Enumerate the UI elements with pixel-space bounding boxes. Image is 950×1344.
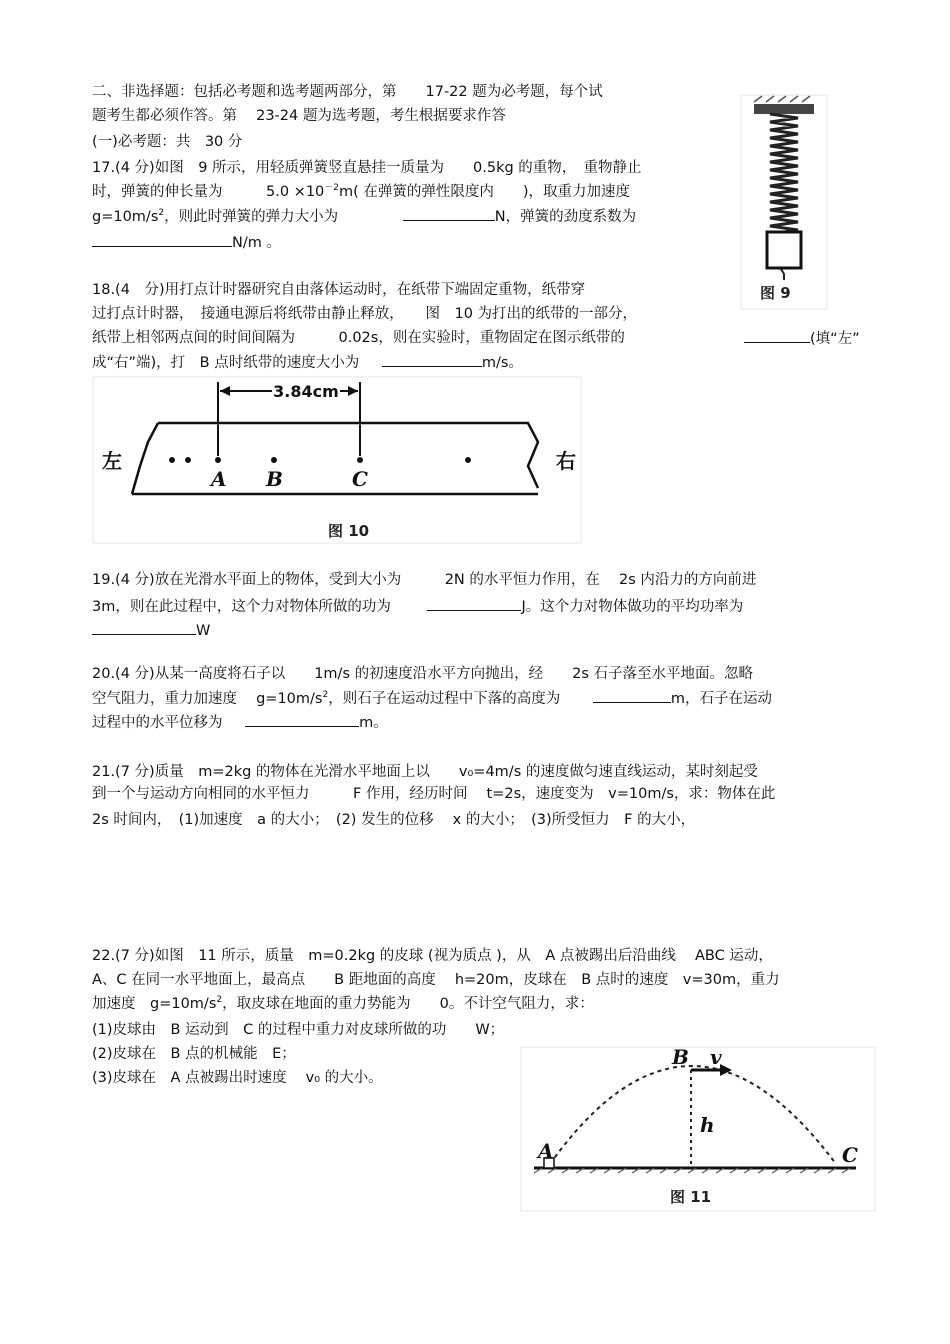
q21-line1: 21.(7 分)质量 m=2kg 的物体在光滑水平地面上以 v₀=4m/s 的速度做匀速直线运动，某时刻起受 [92,764,758,780]
figure-10-point-b: B [266,467,283,491]
figure-10-dot [465,457,471,463]
q17-exponent: －2 [324,183,340,194]
q22-item-1: (1)皮球由 B 运动到 C 的过程中重力对皮球所做的功 W； [92,1022,505,1038]
q22-text: ，取皮球在地面的重力势能为 0。不计空气阻力，求： [222,996,594,1012]
q20-answer-blank-1[interactable] [593,688,671,703]
q20-exponent: 2 [322,690,329,701]
q17-line4 [92,232,281,253]
figure-11-height-label: h [700,1113,715,1137]
q20-line1: 20.(4 分)从某一高度将石子以 1m/s 的初速度沿水平方向抛出，经 2s 石子落至水平地面。忽略 [92,666,753,682]
figure-10-frame [93,377,581,543]
figure-9-ceiling [754,104,814,114]
q22-text: 加速度 g=10m/s [92,996,217,1012]
q17-line2 [92,182,630,202]
q19-answer-blank-2[interactable] [92,620,196,635]
q18-text: (填“左” [810,331,860,347]
figure-10-point-a: A [211,467,227,491]
q17-text: m( 在弹簧的弹性限度内 )，取重力加速度 [339,184,631,200]
q17-text: g=10m/s [92,209,159,225]
q21-line3: 2s 时间内， (1)加速度 a 的大小； (2) 发生的位移 x 的大小； (3)所受恒力 F 的大小， [92,812,696,828]
q17-text: N，弹簧的劲度系数为 [494,209,637,225]
figure-9-spring [740,94,828,310]
figure-11-label: 图 11 [670,1188,712,1206]
figure-11-point-b: B [672,1046,689,1069]
section-subheader: (一)必考题：共 30 分 [92,134,243,150]
q17-text: ，则此时弹簧的弹力大小为 [164,209,339,225]
q19-text: W [196,623,211,639]
figure-10-dot [169,457,175,463]
q18-answer-blank-2[interactable] [382,352,482,367]
section-header-line2: 题考生都必须作答。第 23-24 题为选考题，考生根据要求作答 [92,108,506,124]
figure-10-arrowhead-left [220,386,230,396]
figure-10-dot-a [215,457,221,463]
q18-line3: 纸带上相邻两点间的时间间隔为 0.02s，则在实验时，重物固定在图示纸带的 [92,330,625,346]
figure-10-arrowhead-right [348,386,358,396]
q20-answer-blank-2[interactable] [245,712,359,727]
q17-line1: 17.(4 分)如图 9 所示，用轻质弹簧竖直悬挂一质量为 0.5kg 的重物， 重物静止 [92,160,642,176]
q20-text: m，石子在运动 [670,691,772,707]
q19-line2 [92,596,743,617]
q17-answer-blank-1[interactable] [403,206,495,221]
q19-text: J。这个力对物体做功的平均功率为 [521,599,744,615]
q17-text: N/m 。 [232,235,281,251]
figure-10-paper-tape [92,376,582,544]
q22-line3 [92,994,594,1014]
figure-10-dot [185,457,191,463]
q20-text: 空气阻力，重力加速度 g=10m/s [92,691,323,707]
q22-line2: A、C 在同一水平地面上，最高点 B 距地面的高度 h=20m，皮球在 B 点时的速度 v=30m，重力 [92,972,780,988]
q20-text: m。 [359,715,388,731]
figure-11-point-a: A [538,1139,554,1163]
figure-11-frame [521,1047,875,1211]
q20-text: ，则石子在运动过程中下落的高度为 [328,691,561,707]
q22-line1: 22.(7 分)如图 11 所示，质量 m=0.2kg 的皮球 (视为质点 )，从 A 点被踢出后沿曲线 ABC 运动， [92,948,773,964]
q20-line2 [92,688,772,709]
figure-10-distance-label: 3.84cm [273,382,339,401]
section-header-line1: 二、非选择题：包括必考题和选考题两部分，第 17-22 题为必考题，每个试 [92,84,603,100]
q18-text: 成“右”端)，打 B 点时纸带的速度大小为 [92,355,360,371]
figure-10-right-label: 右 [556,449,576,473]
figure-11-trajectory [520,1046,876,1212]
q22-exponent: 2 [216,995,223,1006]
q17-line3 [92,206,636,227]
figure-11-curve [550,1066,836,1164]
q19-answer-blank-1[interactable] [427,596,521,611]
q22-item-2: (2)皮球在 B 点的机械能 E； [92,1046,296,1062]
figure-9-coil [770,114,798,246]
q20-text: 过程中的水平位移为 [92,715,223,731]
figure-10-label: 图 10 [328,522,370,540]
q20-line3 [92,712,388,733]
figure-10-dot-b [271,457,277,463]
figure-9-label: 图 9 [760,284,791,302]
q18-text: m/s。 [481,355,523,371]
figure-9-ceiling-hatch [754,96,810,102]
q18-line2: 过打点计时器， 接通电源后将纸带由静止释放， 图 10 为打出的纸带的一部分， [92,306,638,322]
figure-9-weight [767,232,801,268]
q19-line1: 19.(4 分)放在光滑水平面上的物体，受到大小为 2N 的水平恒力作用，在 2s 内沿力的方向前进 [92,572,757,588]
q18-line4 [92,352,523,373]
q22-item-3: (3)皮球在 A 点被踢出时速度 v₀ 的大小。 [92,1070,383,1086]
figure-11-velocity-label: v [710,1046,722,1069]
q21-line2: 到一个与运动方向相同的水平恒力 F 作用，经历时间 t=2s，速度变为 v=10m/s，求：物体在此 [92,786,776,802]
figure-10-left-label: 左 [102,449,122,473]
q19-line3 [92,620,210,641]
q18-line1: 18.(4 分)用打点计时器研究自由落体运动时，在纸带下端固定重物，纸带穿 [92,282,586,298]
q18-line3-tail [744,328,860,349]
figure-10-point-c: C [352,467,368,491]
q19-text: 3m，则在此过程中，这个力对物体所做的功为 [92,599,391,615]
q17-text: 时，弹簧的伸长量为 5.0 ×10 [92,184,325,200]
q17-exponent: 2 [158,208,165,219]
q17-answer-blank-2[interactable] [92,232,232,247]
figure-11-point-c: C [842,1143,858,1167]
figure-10-dot-c [357,457,363,463]
q18-answer-blank-1[interactable] [744,328,810,343]
